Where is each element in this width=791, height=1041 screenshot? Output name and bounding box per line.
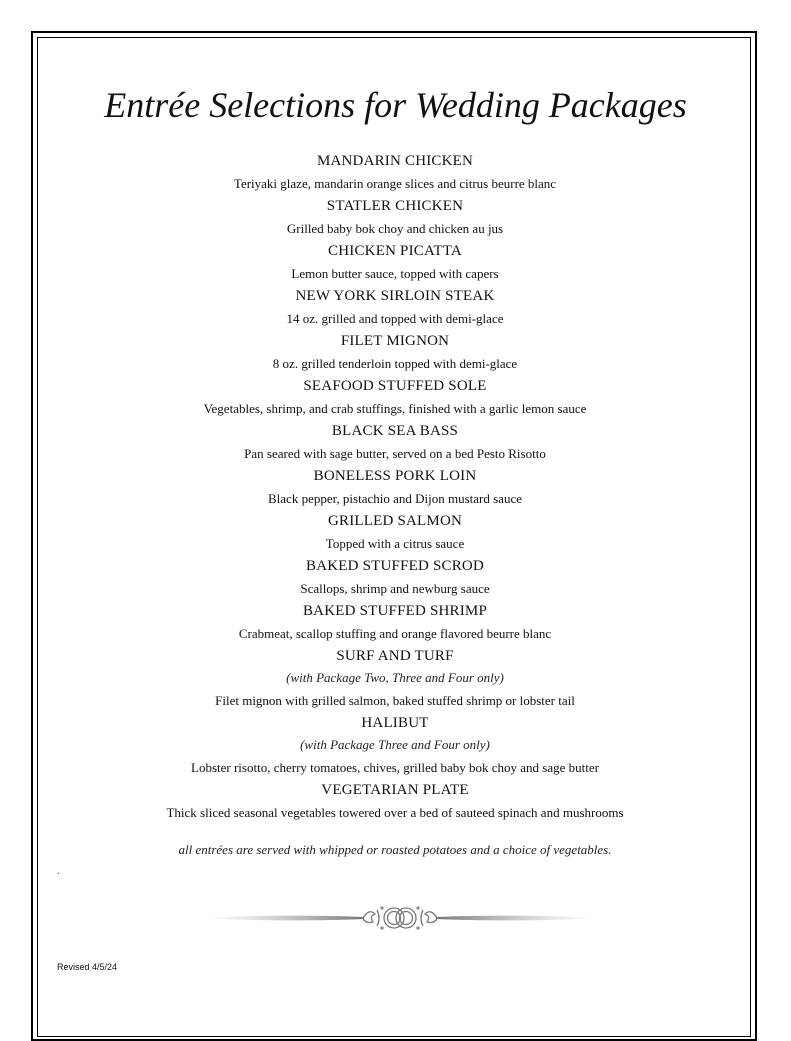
entree-item <box>40 330 750 375</box>
entree-item <box>40 645 750 712</box>
ornamental-divider-icon <box>195 900 605 936</box>
entree-name: VEGETARIAN PLATE <box>321 782 469 798</box>
entree-item <box>40 150 750 195</box>
entree-description: Black pepper, pistachio and Dijon mustard sauce <box>268 491 522 506</box>
entree-name: NEW YORK SIRLOIN STEAK <box>295 288 495 304</box>
stray-mark: . <box>57 866 60 877</box>
entree-name: FILET MIGNON <box>340 333 450 349</box>
entree-item <box>40 510 750 555</box>
entree-name: BAKED STUFFED SCROD <box>306 558 484 574</box>
entree-description: Pan seared with sage butter, served on a bed Pesto Risotto <box>244 446 546 461</box>
entree-description: Scallops, shrimp and newburg sauce <box>300 581 490 596</box>
entree-package-note: (with Package Three and Four only) <box>300 737 490 752</box>
entree-description: 8 oz. grilled tenderloin topped with demi-glace <box>272 356 518 371</box>
entree-name: GRILLED SALMON <box>327 513 463 529</box>
entree-description: Lobster risotto, cherry tomatoes, chives, grilled baby bok choy and sage butter <box>191 760 599 775</box>
sides-note: all entrées are served with whipped or roasted potatoes and a choice of vegetables. <box>178 842 612 857</box>
entree-name: SURF AND TURF <box>336 648 454 664</box>
entree-item <box>40 712 750 779</box>
entree-description: Teriyaki glaze, mandarin orange slices and citrus beurre blanc <box>233 176 557 191</box>
entree-name: STATLER CHICKEN <box>326 198 464 214</box>
entree-item <box>40 375 750 420</box>
entree-item <box>40 285 750 330</box>
entree-item <box>40 465 750 510</box>
entree-item <box>40 779 750 824</box>
entree-name: MANDARIN CHICKEN <box>316 153 474 169</box>
entree-item <box>40 195 750 240</box>
revision-date: Revised 4/5/24 <box>57 962 118 972</box>
entree-description: Topped with a citrus sauce <box>325 536 465 551</box>
entree-description: Vegetables, shrimp, and crab stuffings, finished with a garlic lemon sauce <box>203 401 587 416</box>
entree-item <box>40 555 750 600</box>
entree-description: Grilled baby bok choy and chicken au jus <box>286 221 504 236</box>
entree-description: 14 oz. grilled and topped with demi-glace <box>286 311 504 326</box>
entree-list <box>40 150 750 824</box>
entree-item <box>40 420 750 465</box>
entree-description: Crabmeat, scallop stuffing and orange flavored beurre blanc <box>238 626 552 641</box>
entree-description: Thick sliced seasonal vegetables towered over a bed of sauteed spinach and mushrooms <box>166 805 624 820</box>
entree-item <box>40 600 750 645</box>
entree-package-note: (with Package Two, Three and Four only) <box>286 670 504 685</box>
entree-item <box>40 240 750 285</box>
page-title: Entrée Selections for Wedding Packages <box>104 85 687 125</box>
entree-name: CHICKEN PICATTA <box>328 243 462 259</box>
entree-name: SEAFOOD STUFFED SOLE <box>303 378 487 394</box>
entree-description: Lemon butter sauce, topped with capers <box>291 266 499 281</box>
entree-name: BLACK SEA BASS <box>331 423 459 439</box>
entree-description: Filet mignon with grilled salmon, baked stuffed shrimp or lobster tail <box>215 693 575 708</box>
entree-name: BAKED STUFFED SHRIMP <box>302 603 488 619</box>
entree-name: HALIBUT <box>361 715 429 731</box>
entree-name: BONELESS PORK LOIN <box>313 468 477 484</box>
